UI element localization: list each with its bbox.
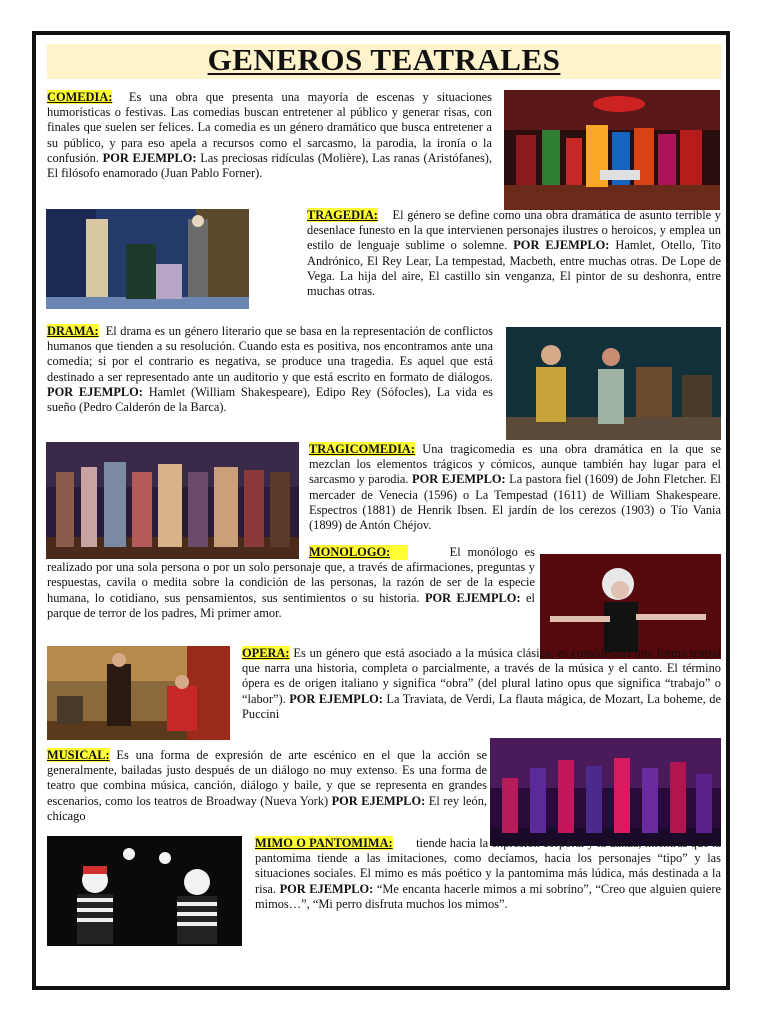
label-opera: OPERA: <box>242 646 290 660</box>
example-label-monologo: POR EJEMPLO: <box>424 590 521 605</box>
photo-comedia <box>504 90 720 210</box>
photo-drama <box>506 327 721 440</box>
label-monologo: MONOLOGO: <box>309 545 391 559</box>
text-musical: Es una forma de expresión de arte escénico en el que la acción se generalmente, bailadas justo después de un diálogo no muy extenso. Es una forma de teatro que combina música, canción, diálogo y baile, y que se representa en grandes escenarios, como los teatros de Broadway (Nueva York) <box>47 748 487 808</box>
label-tragicomedia: TRAGICOMEDIA: <box>309 442 416 456</box>
label-drama: DRAMA: <box>47 324 99 338</box>
examples-opera: La Traviata, de Verdi, La flauta mágica, de Mozart, La boheme, de Puccini <box>242 691 721 721</box>
section-musical <box>47 748 487 824</box>
text-monologo: El monólogo es realizado por una sola persona o por un solo personaje que, a través de afirmaciones, preguntas y respuestas, cavila o medita sobre la condición de las personas, la razón de ser de la especie humana, lo cotidiano, sus pensamientos, sus sentimientos o su historia. <box>47 545 536 605</box>
photo-mimo <box>47 836 242 946</box>
text-tragedia: El género se define como una obra dramática de asunto terrible y desenlace funesto en la que intervienen personajes ilustres o heroicos, y emplea un estilo de lenguaje sublime o solemne. <box>307 208 721 253</box>
example-label-drama: POR EJEMPLO: <box>47 384 143 399</box>
section-monologo <box>47 545 721 621</box>
text-comedia: Es una obra que presenta una mayoría de escenas y situaciones humorísticas o festivas. Las comedias buscan entretener al público y generar risas, con finales que suelen ser felices. La comedia es un género dramático que busca entretener a su público, y para eso apela a recursos como el sarcasmo, la parodia, la ironía o la confusión. <box>47 90 492 165</box>
example-label-mimo: POR EJEMPLO: <box>279 881 374 896</box>
examples-drama: Hamlet (William Shakespeare), Edipo Rey (Sófocles), La vida es sueño (Pedro Calderón de la Barca). <box>47 384 493 415</box>
examples-monologo: el parque de terror de los padres, Mi primer amor. <box>47 590 535 620</box>
section-opera <box>242 646 721 722</box>
text-mimo: tiende hacia la expresión corporal y la danza, mientras que la pantomima tiende a las imitaciones, como decíamos, hacia los personajes “tipo” y las situaciones sociales. El mimo es más poético y la pantomima más lúdica, más destinada a la risa. <box>255 836 721 896</box>
section-drama <box>47 324 493 415</box>
section-mimo <box>255 836 721 912</box>
label-tragedia: TRAGEDIA: <box>307 208 378 222</box>
section-tragedia <box>307 208 721 299</box>
section-tragicomedia <box>309 442 721 533</box>
section-comedia <box>47 90 492 181</box>
label-musical: MUSICAL: <box>47 748 110 762</box>
text-drama: El drama es un género literario que se basa en la representación de conflictos humanos que tienden a su resolución. Cuando esta es positiva, nos encontramos ante una comedia; si por el contrario es negativa, se produce una tragedia. Es aquel que está destinado a ser representado ante un auditorio y que está escrito en formato de diálogos. <box>47 324 493 384</box>
monologo-float-spacer <box>535 545 721 607</box>
example-label-tragedia: POR EJEMPLO: <box>513 238 610 253</box>
examples-tragicomedia: La pastora fiel (1609) de John Fletcher. El mercader de Venecia (1596) o La Tempestad (1611) de William Shakespeare. Espectros (1881) de Henrik Ibsen. El jardín de los cerezos (1903) o Tío Vania (1899) de Antón Chéjov. <box>309 472 721 533</box>
examples-musical: El rey león, chicago <box>47 793 487 823</box>
examples-tragedia: Hamlet, Otello, Tito Andrónico, El Rey Lear, La tempestad, Macbeth, entre muchas otras. De Lope de Vega. La hija del aire, El castillo sin venganza, El pintor de su deshonra, entre muchas otras. <box>307 238 721 299</box>
photo-tragicomedia <box>46 442 299 559</box>
examples-mimo: “Me encanta hacerle mimos a mi sobrino”, “Creo que alguien quiere mimos…”, “Mi perro disfruta muchos los mimos”. <box>255 881 721 911</box>
label-pad-monologo <box>390 545 408 560</box>
example-label-tragicomedia: POR EJEMPLO: <box>412 472 506 487</box>
text-opera: Es un género que está asociado a la música clásica, es considerada una forma teatral que narra una historia, completa o parcialmente, a través de la música y el canto. El término ópera es de origen italiano y significa “obra” (del plural latino opus que significa “trabajo” o “labor”). <box>242 646 721 706</box>
photo-musical <box>490 738 721 846</box>
examples-comedia: Las preciosas ridículas (Molière), Las ranas (Aristófanes), El filósofo enamorado (Juan Pablo Forner). <box>47 150 492 181</box>
label-mimo: MIMO O PANTOMIMA: <box>255 836 393 850</box>
page-title: GENEROS TEATRALES <box>207 42 561 77</box>
photo-tragedia <box>46 209 249 309</box>
example-label-musical: POR EJEMPLO: <box>331 793 426 808</box>
label-comedia: COMEDIA: <box>47 90 113 104</box>
example-label-comedia: POR EJEMPLO: <box>102 150 197 165</box>
example-label-opera: POR EJEMPLO: <box>289 691 383 706</box>
photo-opera <box>47 646 230 740</box>
text-tragicomedia: Una tragicomedia es una obra dramática en la que se mezclan los elementos trágicos y cómicos, aunque también hay lugar para el sarcasmo y parodia. <box>309 442 721 487</box>
